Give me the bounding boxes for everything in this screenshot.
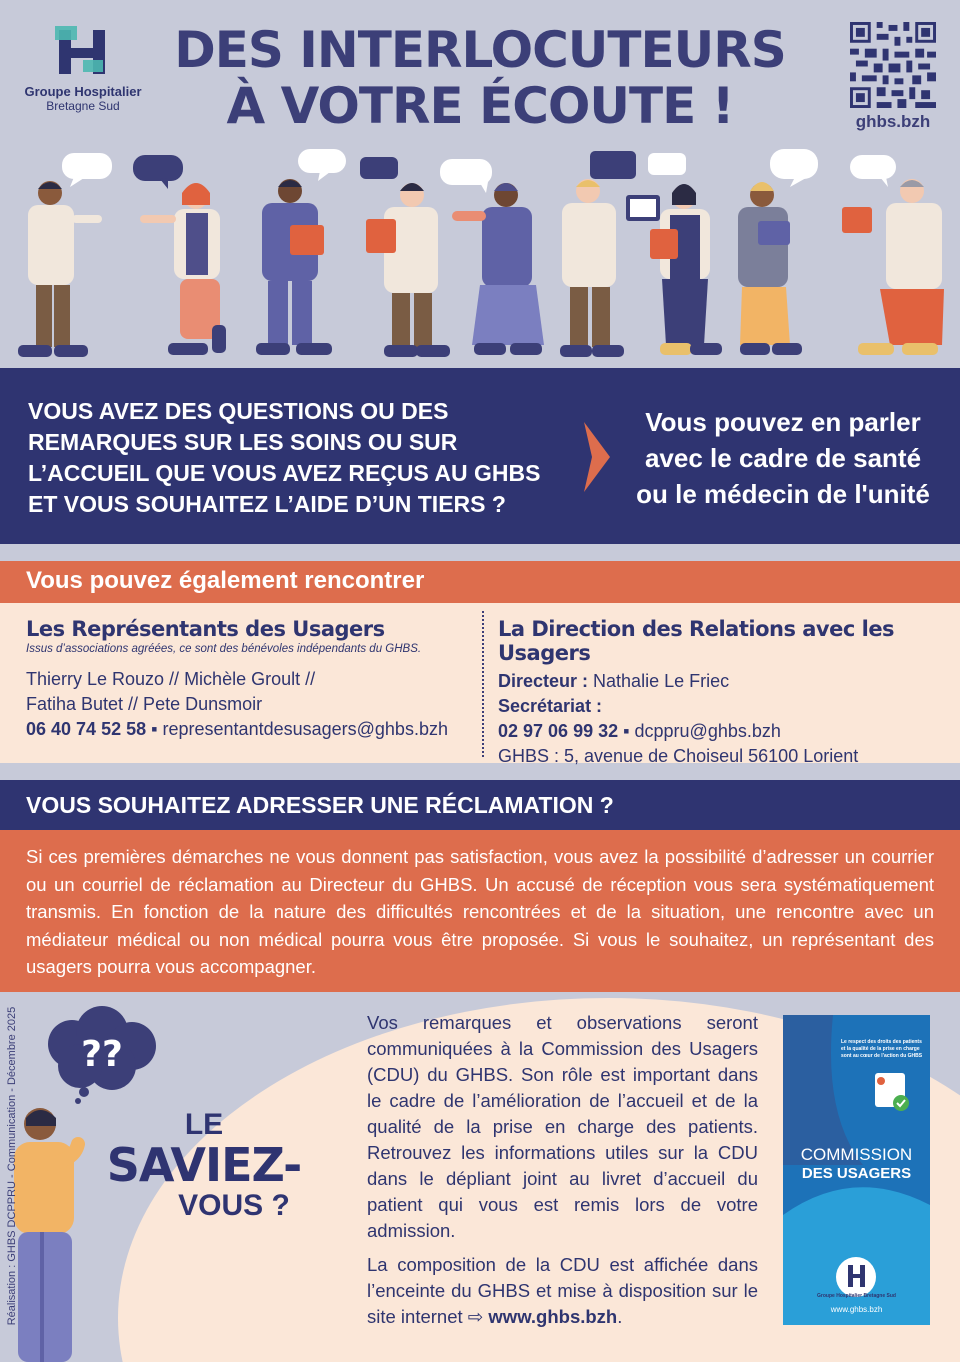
chevron-right-icon: [582, 420, 612, 494]
logo-line1: Groupe Hospitalier: [24, 84, 142, 99]
ghbs-logo: [18, 24, 148, 113]
answer-line3: ou le médecin de l'unité: [636, 479, 930, 509]
meet-section-body: [0, 603, 960, 766]
reclamation-text: Si ces premières démarches ne vous donnent pas satisfaction, vous avez la possibilité d’adresser un courrier ou un courriel de réclamation au Directeur du GHBS. Un accusé de réception vous sera systématiquement transmis. En fonction de la nature des difficultés rencontrées et de la situation, une rencontre avec un médiateur médical ou non médical pourra vous être proposée. Si vous le souhaitez, un représentant des usagers pourra vous accompagner.: [26, 846, 934, 977]
did-you-know-title: [94, 1108, 314, 1224]
answer-line1: Vous pouvez en parler: [645, 407, 921, 437]
representatives-contact: [26, 717, 476, 742]
cdu-paragraph-2-end: .: [617, 1306, 623, 1327]
questions-line2: REMARQUES SUR LES SOINS OU SUR: [28, 429, 458, 455]
secretariat-label: [498, 694, 958, 719]
page-title-line1: DES INTERLOCUTEURS: [174, 21, 786, 79]
answer-text: [618, 404, 948, 512]
doctor-figure-9: [842, 179, 944, 355]
questions-line3: L’ACCUEIL QUE VOUS AVEZ REÇUS AU GHBS: [28, 460, 541, 486]
doctor-figure-6: [560, 179, 660, 357]
direction-phone[interactable]: 02 97 06 99 32: [498, 721, 619, 741]
representatives-column: [26, 617, 476, 742]
brochure-logo-text: Groupe Hospitalier Bretagne Sud: [817, 1293, 896, 1299]
did-you-know-word1: LE: [184, 1108, 224, 1141]
reclamation-header: [0, 780, 960, 830]
representatives-names-1: Thierry Le Rouzo // Michèle Groult //: [26, 669, 316, 689]
representatives-phone[interactable]: 06 40 74 52 58: [26, 719, 147, 739]
director-line: [498, 669, 958, 694]
ghbs-logo-icon: [55, 24, 111, 80]
representatives-subtitle: Issus d’associations agréées, ce sont des bénévoles indépendants du GHBS.: [26, 643, 422, 655]
cdu-paragraph-1: Vos remarques et observations seront communiquées à la Commission des Usagers (CDU) du GHBS. Son rôle est important dans le cadre de l’amélioration de l’accueil et de la qualité de la prise en charge des patients. Retrouvez les informations utiles sur la CDU dans le dépliant joint au livret d’accueil du patient qui vous est remis lors de votre admission.: [367, 1012, 758, 1241]
thought-cloud-icon: [42, 1004, 162, 1104]
nurse-figure-7: [650, 184, 722, 355]
questions-band: [0, 368, 960, 544]
question-marks: ??: [81, 1034, 123, 1075]
page-title-line2: À VOTRE ÉCOUTE !: [226, 77, 734, 135]
cdu-info: [367, 1010, 758, 1330]
direction-title: La Direction des Relations avec les Usagers: [498, 617, 895, 665]
reclamation-body: [0, 830, 960, 992]
doctor-figure-1: [18, 181, 102, 357]
nurse-figure-5: [452, 183, 544, 355]
column-divider: [482, 611, 484, 757]
representatives-names-2: Fatiha Butet // Pete Dunsmoir: [26, 694, 263, 714]
separator: ▪: [618, 721, 635, 741]
direction-address: GHBS : 5, avenue de Choiseul 56100 Lorient: [498, 746, 859, 766]
director-label: Directeur :: [498, 671, 589, 691]
meet-section-header: [0, 561, 960, 603]
speech-bubbles-icon: [62, 149, 896, 193]
direction-contact: [498, 719, 958, 744]
nurse-figure-3: [256, 179, 332, 355]
cdu-paragraph-2: [367, 1252, 758, 1330]
brochure-small-text: Le respect des droits des patients et la qualité de la prise en charge sont au cœur de l’action du GHBS: [841, 1039, 923, 1059]
brochure-url: www.ghbs.bzh: [830, 1305, 883, 1314]
reclamation-title: VOUS SOUHAITEZ ADRESSER UNE RÉCLAMATION ?: [26, 792, 614, 818]
secretariat-label-text: Secrétariat :: [498, 696, 603, 716]
qr-code-icon[interactable]: [850, 22, 936, 108]
representatives-email[interactable]: representantdesusagers@ghbs.bzh: [162, 719, 448, 739]
questions-text: [28, 396, 588, 520]
direction-column: [498, 617, 958, 769]
cdu-brochure: [783, 1015, 930, 1325]
doctor-figure-4: [366, 183, 450, 357]
director-name: Nathalie Le Friec: [588, 671, 730, 691]
nurse-figure-8: [738, 182, 802, 355]
page-title: [150, 22, 810, 134]
representatives-title: Les Représentants des Usagers: [26, 617, 385, 641]
separator: ▪: [146, 719, 163, 739]
cdu-paragraph-2-text: La composition de la CDU est affichée dans l’enceinte du GHBS et mise à disposition sur le site internet ⇨: [367, 1254, 758, 1327]
meet-section-title: Vous pouvez également rencontrer: [26, 567, 425, 594]
healthcare-staff-illustration: [0, 145, 960, 370]
credit-text: Réalisation : GHBS DCPPRU - Communication - Décembre 2025: [6, 1006, 18, 1326]
nurse-figure-2: [140, 183, 226, 355]
website-link[interactable]: www.ghbs.bzh: [488, 1306, 618, 1327]
questions-line1: VOUS AVEZ DES QUESTIONS OU DES: [28, 398, 449, 424]
logo-line2: Bretagne Sud: [46, 99, 120, 113]
did-you-know-word3: VOUS ?: [178, 1189, 290, 1222]
answer-line2: avec le cadre de santé: [644, 443, 922, 473]
direction-email[interactable]: dcppru@ghbs.bzh: [634, 721, 781, 741]
website-label[interactable]: ghbs.bzh: [855, 112, 931, 131]
brochure-title-2: DES USAGERS: [801, 1165, 912, 1182]
questions-line4: ET VOUS SOUHAITEZ L’AIDE D’UN TIERS ?: [28, 491, 506, 517]
brochure-title-1: COMMISSION: [800, 1145, 913, 1164]
did-you-know-word2: SAVIEZ-: [106, 1138, 302, 1192]
